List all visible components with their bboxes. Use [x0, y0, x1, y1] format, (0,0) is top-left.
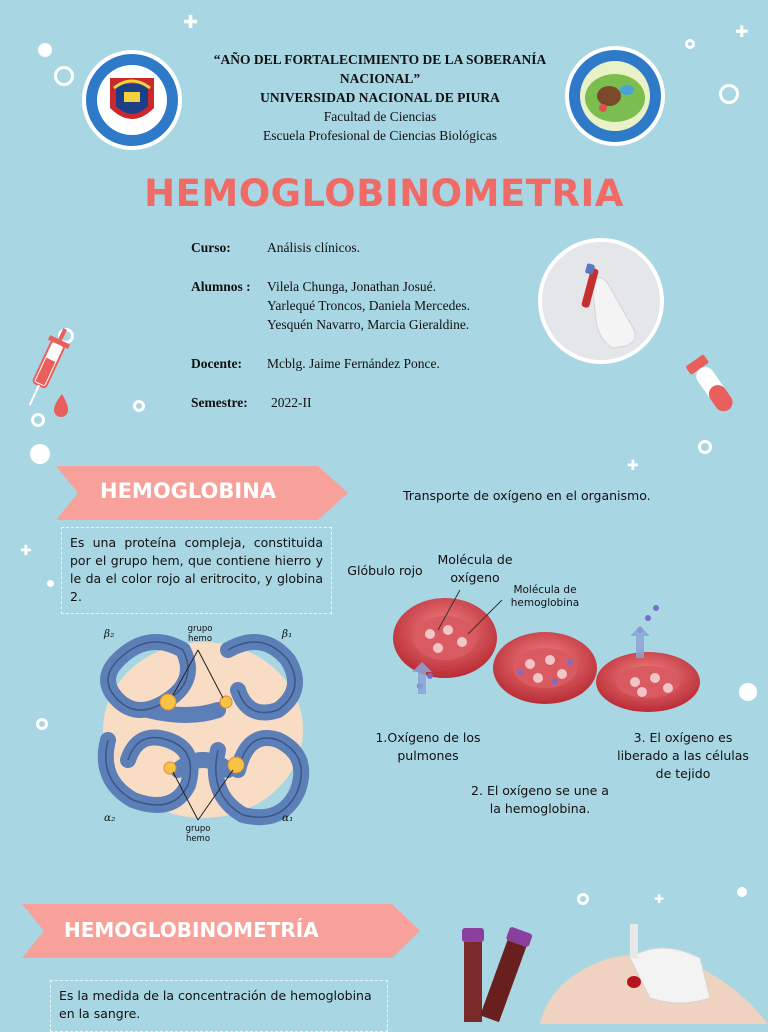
banner-hemoglobina [56, 466, 348, 525]
header [190, 50, 570, 145]
alumno-item: Yarlequé Troncos, Daniela Mercedes. [267, 298, 470, 313]
alumno-item: Vilela Chunga, Jonathan Josué. [267, 279, 437, 294]
hemoglobina-description-text: Es una proteína compleja, constituida por el grupo hem, que contiene hierro y le da el color rojo al eritrocito, y globina 2. [70, 535, 323, 604]
finger-blood-photo [540, 918, 768, 1029]
gloved-hand-photo [538, 238, 664, 364]
alumno-item: Yesquén Navarro, Marcia Gieraldine. [267, 317, 470, 332]
syringe-icon [14, 322, 74, 427]
info-curso-value: Análisis clínicos. [267, 240, 360, 255]
decor-dot [47, 580, 54, 587]
alumnos-label: Alumnos : [191, 279, 251, 294]
header-university: UNIVERSIDAD NACIONAL DE PIURA [260, 90, 500, 105]
decor-plus: ✚ [654, 892, 665, 906]
red-blood-cells-diagram [390, 590, 710, 725]
alumnos-list [267, 277, 470, 334]
banner-hemoglobina-label: HEMOGLOBINA [100, 479, 277, 503]
hemoglobina-description [61, 527, 332, 614]
decor-ring [36, 718, 48, 730]
label-alpha2: α₂ [104, 812, 116, 824]
decor-ring [719, 84, 739, 104]
decor-plus: ✚ [627, 458, 639, 474]
header-school: Escuela Profesional de Ciencias Biológicas [263, 128, 497, 143]
banner-hemoglobinometria [22, 904, 420, 963]
label-step1: 1.Oxígeno de los pulmones [375, 730, 481, 763]
decor-dot [739, 683, 757, 701]
page-title: HEMOGLOBINOMETRIA [144, 172, 624, 215]
header-year-motto: “AÑO DEL FORTALECIMIENTO DE LA SOBERANÍA NACIONAL” [213, 52, 547, 86]
info-semestre-label [191, 393, 248, 412]
hemoglobinometria-description [50, 980, 388, 1032]
test-tube-icon [680, 350, 750, 435]
header-faculty: Facultad de Ciencias [323, 109, 437, 124]
info-docente-value: Mcblg. Jaime Fernández Ponce. [267, 356, 440, 371]
info-semestre-value: 2022-II [271, 395, 312, 410]
decor-dot [30, 444, 50, 464]
label-alpha1: α₁ [282, 812, 294, 824]
blood-tubes-photo [456, 918, 536, 1029]
semestre-label: Semestre: [191, 395, 248, 410]
info-alumnos-label [191, 277, 251, 296]
decor-plus: ✚ [735, 22, 749, 41]
hemoglobinometria-description-text: Es la medida de la concentración de hemoglobina en la sangre. [59, 988, 372, 1021]
decor-plus: ✚ [20, 543, 32, 559]
transport-title: Transporte de oxígeno en el organismo. [403, 488, 651, 503]
label-molecula-oxigeno: Molécula de oxígeno [437, 552, 513, 585]
curso-label: Curso: [191, 240, 231, 255]
label-grupo-hemo-top: grupo hemo [187, 624, 213, 644]
label-step3: 3. El oxígeno es liberado a las células de tejido [617, 730, 749, 781]
decor-ring [685, 39, 695, 49]
label-grupo-hemo-bottom: grupo hemo [185, 824, 211, 844]
decor-ring [133, 400, 145, 412]
info-docente-label [191, 354, 242, 373]
banner-hemoglobinometria-label: HEMOGLOBINOMETRÍA [64, 918, 319, 942]
decor-dot [737, 887, 747, 897]
label-globulo-rojo: Glóbulo rojo [347, 563, 423, 578]
label-molecula-hemoglobina: Molécula de hemoglobina [510, 584, 580, 609]
label-step2: 2. El oxígeno se une a la hemoglobina. [471, 783, 609, 816]
info-curso [191, 238, 231, 257]
decor-ring [577, 893, 589, 905]
decor-ring [698, 440, 712, 454]
decor-ring [54, 66, 74, 86]
decor-plus: ✚ [183, 12, 199, 33]
decor-dot [38, 43, 52, 57]
docente-label: Docente: [191, 356, 242, 371]
university-seal-left [80, 48, 184, 152]
label-beta2: β₂ [104, 628, 115, 640]
school-seal-right [563, 44, 667, 148]
label-beta1: β₁ [282, 628, 293, 640]
